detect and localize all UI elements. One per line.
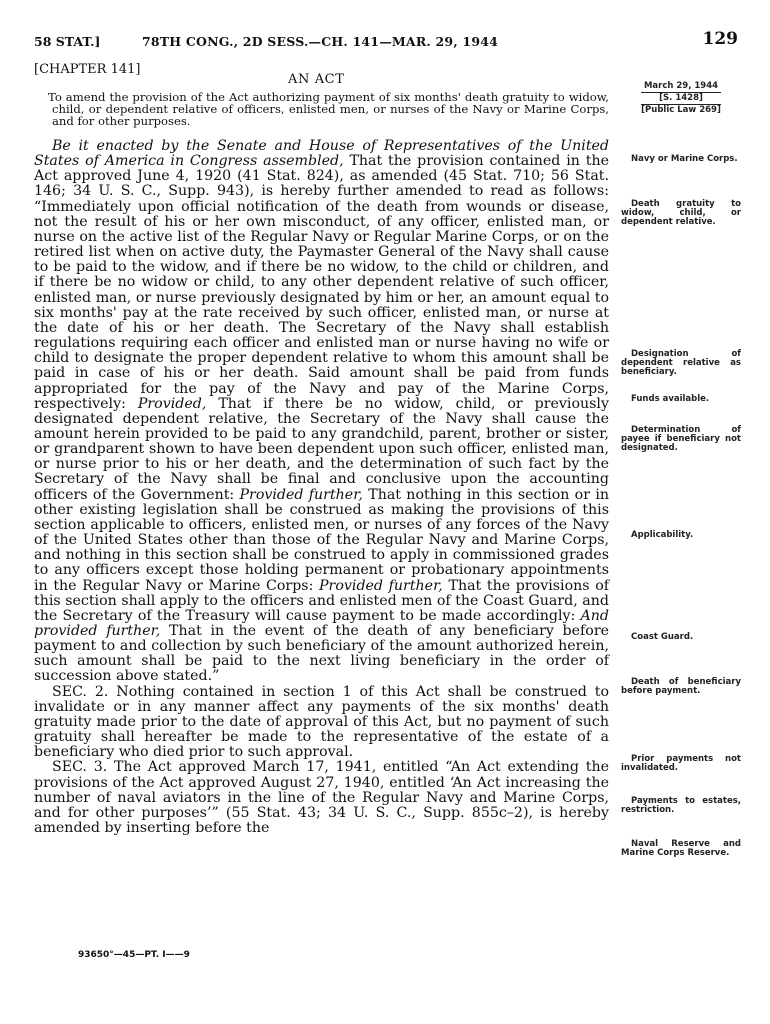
margin-note: Death gratuity to widow, child, or dependent relative. [621, 199, 741, 227]
margin-heading [621, 82, 741, 115]
section-1-text-d: That the provisions of this section shall apply to the officers and enlisted men of the Coast Guard, and the Secretary of the Treasury will cause payment to be made accordingly: [34, 577, 609, 624]
margin-note: Prior payments not invalidated. [621, 754, 741, 773]
margin-note: Death of beneficiary before payment. [621, 677, 741, 696]
statute-volume: 58 STAT.] [34, 34, 101, 49]
section-3: SEC. 3. The Act approved March 17, 1941, entitled “An Act extending the provisions of the Act approved August 27, 1940, entitled ‘An Act increasing the number of naval aviators in the line of the Regular Navy and Marine Corps, and for other purposes’” (55 Stat. 43; 34 U. S. C., Supp. 855c–2), is hereby amended by inserting before the [34, 759, 609, 837]
margin-note: Naval Reserve and Marine Corps Reserve. [621, 839, 741, 858]
margin-note: Designation of dependent relative as beneficiary. [621, 349, 741, 377]
margin-note: Navy or Marine Corps. [631, 154, 738, 164]
margin-note: Payments to estates, restriction. [621, 796, 741, 815]
section-1-text-a: That the provision contained in the Act approved June 4, 1920 (41 Stat. 824), as amended (45 Stat. 710; 56 Stat. 146; 34 U. S. C., Supp. 943), is hereby further amended to read as follows: “Immediately upon official notification of the death from wounds or disease, not the result of his or her own misconduct, of any officer, enlisted man, or nurse on the active list of the Regular Navy or Regular Marine Corps, or on the retired list when on active duty, the Paymaster General of the Navy shall cause to be paid to the widow, and if there be no widow, to the child or children, and if there be no widow or child, to any other dependent relative of such officer, enlisted man, or nurse previously designated by him or her, an amount equal to six months' pay at the rate received by such officer, enlisted man, or nurse at the date of his or her death. The Secretary of the Navy shall establish regulations requiring each officer and enlisted man or nurse having no wife or child to designate the proper dependent relative to whom this amount shall be paid in case of his or her death. Said amount shall be paid from funds appropriated for the pay of the Navy and pay of the Marine Corps, respectively: [34, 153, 609, 412]
margin-note: Funds available. [631, 394, 710, 404]
section-1-text-e: That in the event of the death of any beneficiary before payment to and collection by such beneficiary of the amount authorized herein, such amount shall be paid to the next living beneficiary in the order of succession above stated.” [34, 623, 609, 685]
proviso-1: Provided, [137, 395, 207, 412]
section-1-text-b: That if there be no widow, child, or previously designated dependent relative, the Secretary of the Navy shall cause the amount herein provided to be paid to any grandchild, parent, brother or sister, or grandparent shown to have been dependent upon such officer, enlisted man, or nurse prior to his or her death, and the determination of such fact by the Secretary of the Navy shall be final and conclusive upon the accounting officers of the Government: [34, 395, 609, 503]
proviso-4: And provided further, [34, 607, 609, 639]
act-title: AN ACT [288, 72, 345, 87]
proviso-2: Provided further, [239, 486, 363, 503]
approval-date: March 29, 1944 [643, 81, 719, 91]
margin-note: Determination of payee if beneficiary not designated. [621, 425, 741, 453]
section-2: SEC. 2. Nothing contained in section 1 of this Act shall be construed to invalidate or in any manner affect any payments of the six months' death gratuity made prior to the date of approval of this Act, but no payment of such gratuity shall hereafter be made to the representative of the estate of a beneficiary who died prior to such approval. [34, 683, 609, 761]
enacting-clause: Be it enacted by the Senate and House of Representatives of the United States of America in Congress assembled, [34, 138, 609, 170]
chapter-label: [CHAPTER 141] [34, 62, 141, 77]
printer-signature: 93650°—45—PT. I——9 [78, 950, 190, 960]
page-number: 129 [702, 29, 738, 49]
act-body [34, 139, 609, 836]
proviso-3: Provided further, [319, 577, 443, 594]
margin-note: Applicability. [631, 530, 694, 540]
section-1-text-c: That nothing in this section or in other existing legislation shall be construed as making the provisions of this section applicable to officers, enlisted men, or nurses of any forces of the Navy of the United States other than those of the Regular Navy and Marine Corps, and nothing in this section shall be construed to apply in commissioned grades to any officers except those holding permanent or probationary appointments in the Regular Navy or Marine Corps: [34, 486, 609, 594]
section-1 [34, 139, 609, 685]
act-purpose: To amend the provision of the Act authorizing payment of six months' death gratuity to widow, child, or dependent relative of officers, enlisted men, or nurses of the Navy or Marine Corps, and for other purposes. [48, 90, 609, 128]
margin-note: Coast Guard. [631, 632, 694, 642]
bill-number: [S. 1428] [659, 93, 703, 103]
session-chapter-date: 78TH CONG., 2D SESS.—CH. 141—MAR. 29, 1944 [142, 34, 499, 49]
running-header [34, 29, 738, 52]
public-law-number: [Public Law 269] [641, 105, 721, 115]
